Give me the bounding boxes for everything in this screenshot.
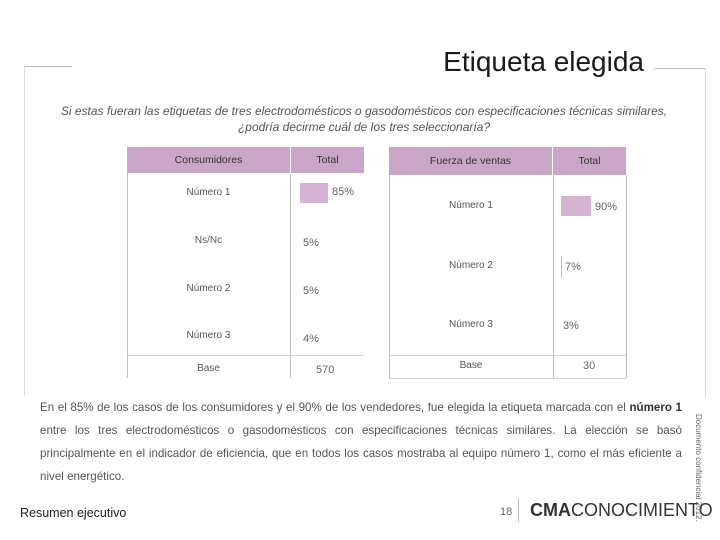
- sales-row-label: Número 1: [449, 200, 493, 211]
- row-divider: [127, 355, 364, 356]
- consumers-row-label: Ns/Nc: [194, 235, 223, 246]
- column-divider: [553, 175, 554, 378]
- sales-bar-2: [561, 256, 562, 278]
- sales-header-label: Fuerza de ventas: [389, 147, 552, 175]
- survey-question: Si estas fueran las etiquetas de tres electrodomésticos o gasodomésticos con especificaciones técnicas similares, ¿podría decirme cuál de los tres seleccionaría?: [60, 104, 668, 134]
- consumers-value-3: 5%: [303, 285, 319, 297]
- consumers-base-value: 570: [316, 364, 335, 376]
- sales-bar-1: [561, 196, 591, 216]
- column-divider: [626, 175, 627, 378]
- row-divider: [389, 378, 626, 379]
- section-label: Resumen ejecutivo: [20, 506, 127, 520]
- confidential-note: Documento confidencial 2012.: [694, 414, 703, 522]
- consumers-value-1: 85%: [332, 186, 355, 198]
- sales-base-label: Base: [459, 360, 483, 371]
- summary-emphasis: número 1: [629, 401, 682, 414]
- sales-value-3: 3%: [563, 320, 579, 332]
- sales-value-1: 90%: [595, 201, 618, 213]
- frame-line: [654, 68, 706, 69]
- consumers-row-label: Número 2: [186, 283, 231, 294]
- summary-paragraph: [40, 396, 682, 488]
- frame-line: [705, 68, 706, 398]
- consumers-value-4: 4%: [303, 333, 319, 345]
- column-divider: [127, 173, 128, 378]
- consumers-header-total: Total: [291, 147, 364, 173]
- frame-line: [24, 66, 72, 67]
- company-logo: CMACONOCIMIENTO: [530, 500, 713, 520]
- sales-row-label: Número 3: [449, 319, 493, 330]
- sales-value-2: 7%: [565, 261, 581, 273]
- page-number: 18: [500, 506, 513, 518]
- summary-text: En el 85% de los casos de los consumidores y el 90% de los vendedores, fue elegida la etiqueta marcada con el: [40, 401, 626, 414]
- summary-text: entre los tres electrodomésticos o gasodomésticos con especificaciones técnicas similares. La elección se basó principalmente en el indicador de eficiencia, que en todos los casos mostraba al equipo número 1, como el más eficiente a nivel energético.: [40, 424, 682, 483]
- consumers-header-label: Consumidores: [127, 147, 290, 173]
- consumers-bar-1: [300, 183, 328, 203]
- consumers-value-2: 5%: [303, 237, 319, 249]
- row-divider: [389, 355, 626, 356]
- sales-header-total: Total: [553, 147, 626, 175]
- consumers-row-label: Número 1: [186, 187, 231, 198]
- frame-line: [24, 66, 25, 396]
- column-divider: [290, 173, 291, 378]
- sales-base-value: 30: [583, 360, 596, 372]
- consumers-base-label: Base: [197, 363, 220, 374]
- sales-row-label: Número 2: [449, 260, 493, 271]
- footer-divider: [518, 498, 519, 522]
- page-title: Etiqueta elegida: [443, 46, 644, 77]
- consumers-row-label: Número 3: [186, 330, 231, 341]
